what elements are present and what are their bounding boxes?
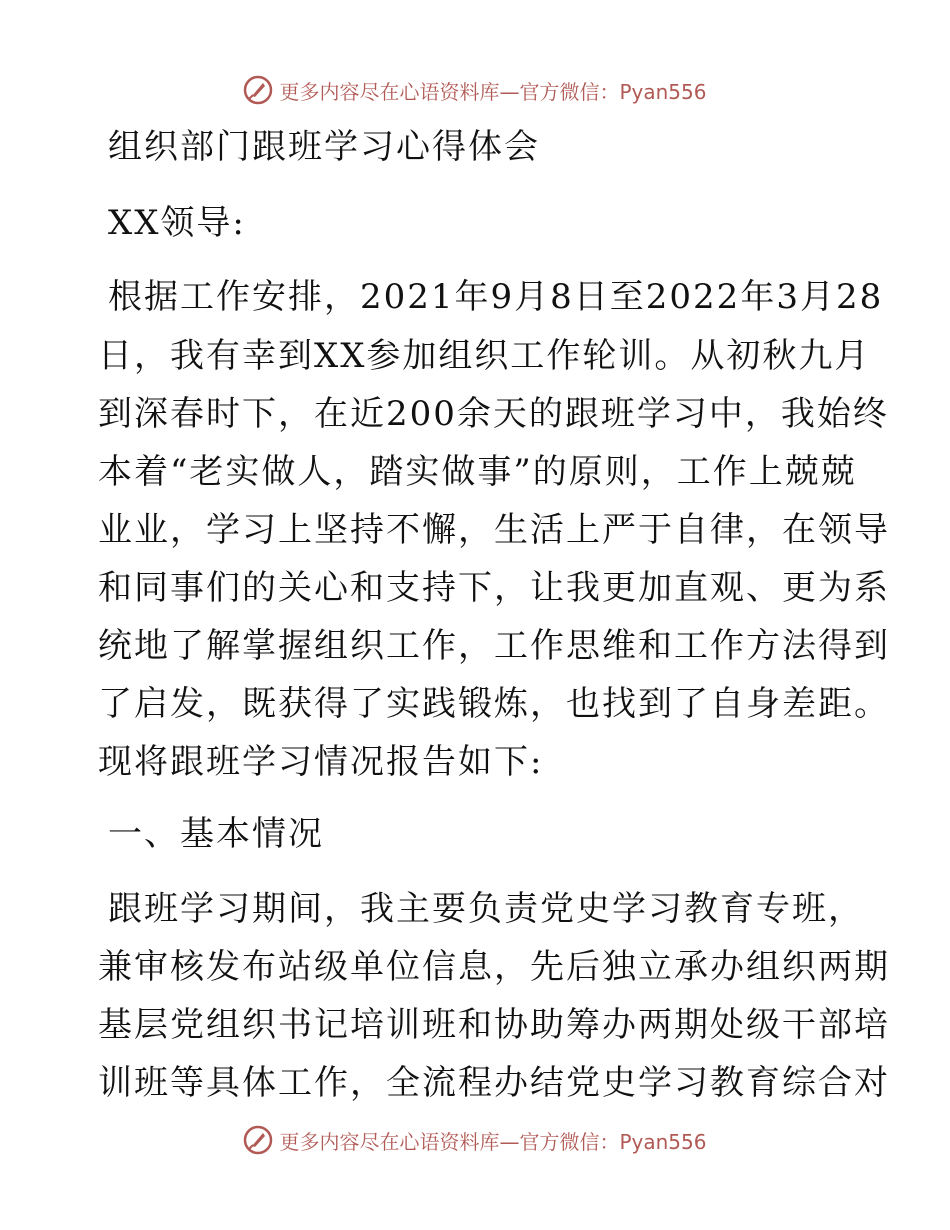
paragraph-line: 根据工作安排，2021年9月8日至2022年3月28	[108, 277, 884, 317]
watermark-text: 更多内容尽在心语资料库—官方微信：Pyan556	[279, 79, 707, 104]
paragraph-line: 兼审核发布站级单位信息，先后独立承办组织两期	[98, 947, 890, 987]
paragraph-line: 现将跟班学习情况报告如下:	[98, 742, 544, 782]
paragraph-line: 日，我有幸到XX参加组织工作轮训。从初秋九月	[98, 336, 871, 376]
watermark-text: 更多内容尽在心语资料库—官方微信：Pyan556	[279, 1129, 707, 1154]
feather-logo-icon	[243, 75, 273, 105]
paragraph-line: 本着“老实做人，踏实做事”的原则，工作上兢兢	[98, 452, 857, 492]
paragraph-line: 到深春时下，在近200余天的跟班学习中，我始终	[98, 394, 889, 434]
watermark-header	[0, 70, 950, 110]
section-heading: 一、基本情况	[108, 814, 324, 854]
paragraph-line: 了启发，既获得了实践锻炼，也找到了自身差距。	[98, 684, 890, 724]
watermark-footer	[0, 1120, 950, 1160]
salutation: XX领导:	[108, 203, 246, 243]
paragraph-line: 训班等具体工作，全流程办结党史学习教育综合对	[98, 1063, 890, 1103]
paragraph-line: 业业，学习上坚持不懈，生活上严于自律，在领导	[98, 510, 890, 550]
paragraph-line: 基层党组织书记培训班和协助筹办两期处级干部培	[98, 1005, 890, 1045]
document-title: 组织部门跟班学习心得体会	[108, 127, 540, 167]
paragraph-line: 和同事们的关心和支持下，让我更加直观、更为系	[98, 568, 890, 608]
paragraph-line: 跟班学习期间，我主要负责党史学习教育专班，	[108, 889, 864, 929]
feather-logo-icon	[243, 1125, 273, 1155]
paragraph-line: 统地了解掌握组织工作，工作思维和工作方法得到	[98, 626, 890, 666]
